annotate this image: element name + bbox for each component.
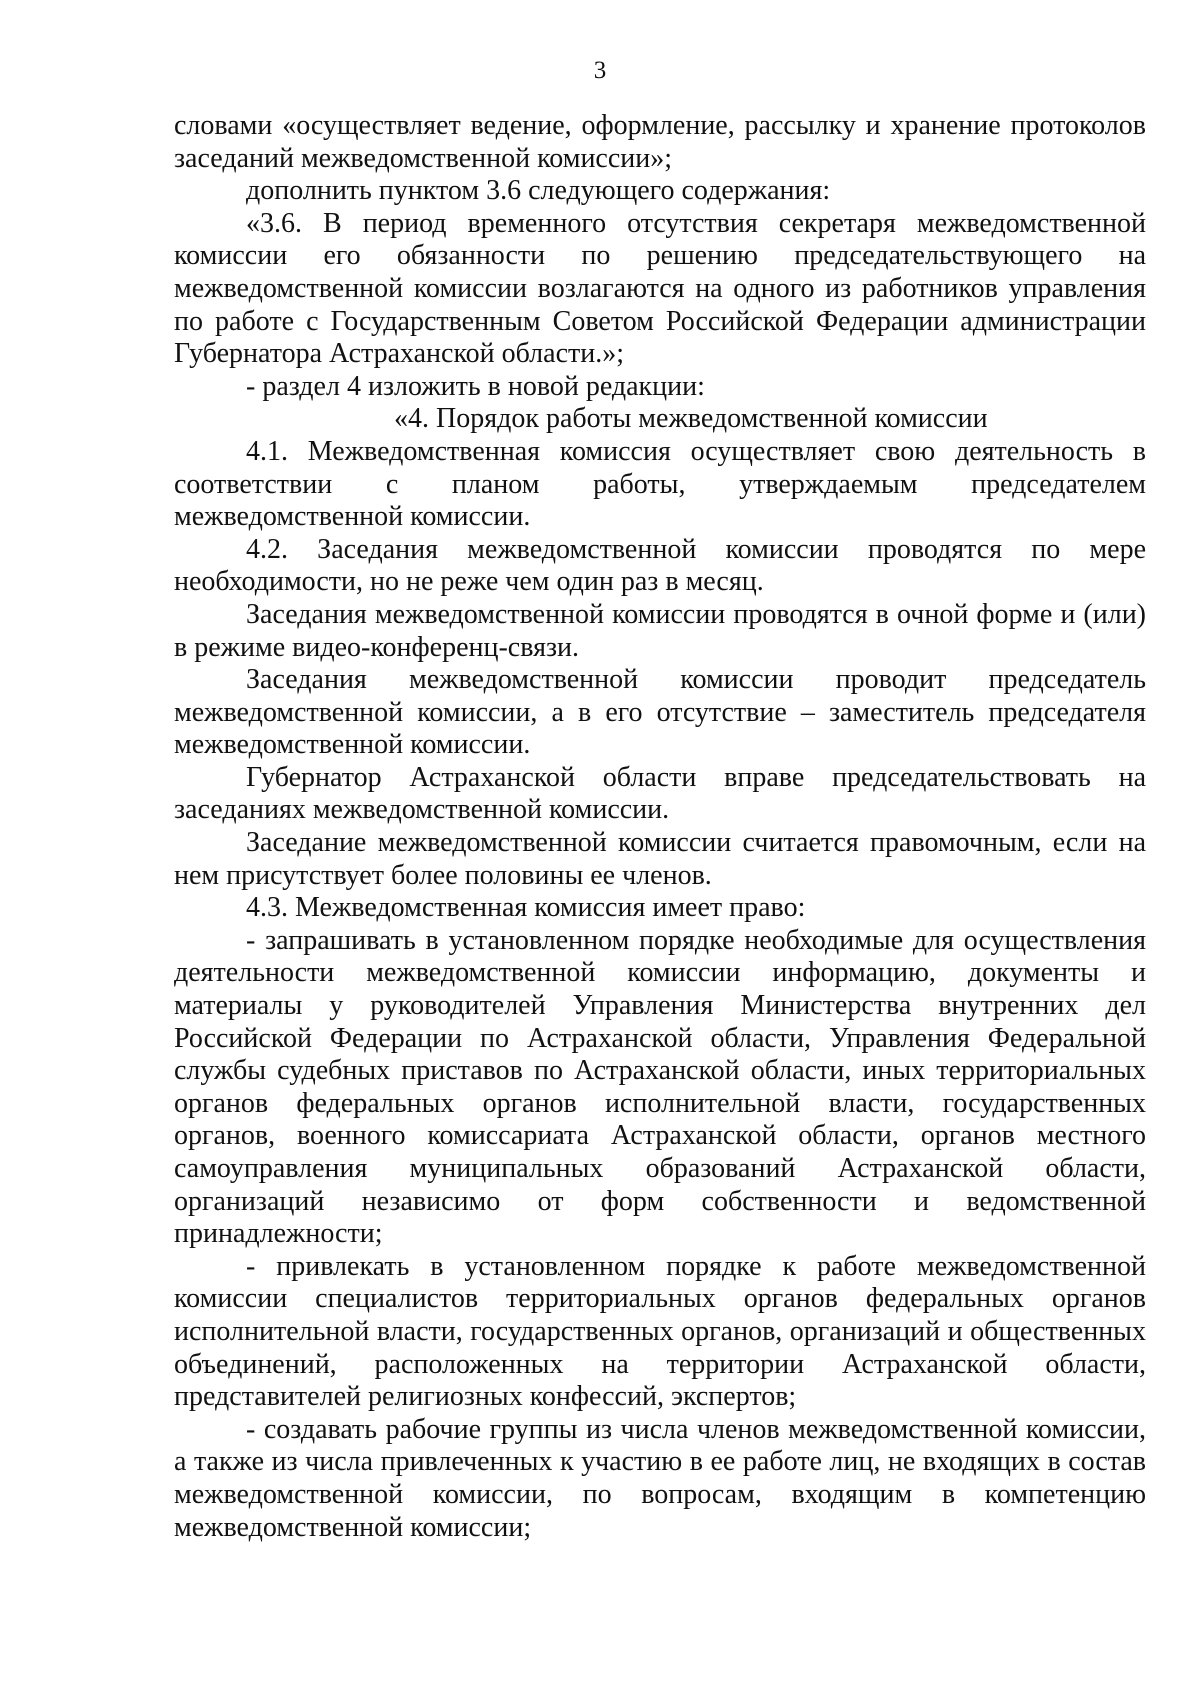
list-item: - запрашивать в установленном порядке необходимые для осуществления деятельности межведомственной комиссии информацию, документы и материалы у руководителей Управления Министерства внутренних дел Российской Федерации по Астраханской области, Управления Федеральной службы судебных приставов по Астраханской области, иных территориальных органов федеральных органов исполнительной власти, государственных органов, военного комиссариата Астраханской области, органов местного самоуправления муниципальных образований Астраханской области, организаций независимо от форм собственности и ведомственной принадлежности; [174,924,1146,1250]
paragraph: Заседание межведомственной комиссии считается правомочным, если на нем присутствует более половины ее членов. [174,827,1146,891]
paragraph: Заседания межведомственной комиссии проводит председатель межведомственной комиссии, а в его отсутствие – заместитель председателя межведомственной комиссии. [174,664,1146,761]
list-item: - привлекать в установленном порядке к работе межведомственной комиссии специалистов территориальных органов федеральных органов исполнительной власти, государственных органов, организаций и общественных объединений, расположенных на территории Астраханской области, представителей религиозных конфессий, экспертов; [174,1250,1146,1413]
paragraph: «3.6. В период временного отсутствия секретаря межведомственной комиссии его обязанности по решению председательствующего на межведомственной комиссии возлагаются на одного из работников управления по работе с Государственным Советом Российской Федерации администрации Губернатора Астраханской области.»; [174,207,1146,370]
paragraph: 4.2. Заседания межведомственной комиссии проводятся по мере необходимости, но не реже чем один раз в месяц. [174,533,1146,598]
paragraph: - раздел 4 изложить в новой редакции: [246,370,705,402]
paragraph: 4.1. Межведомственная комиссия осуществляет свою деятельность в соответствии с планом работы, утверждаемым председателем межведомственной комиссии. [174,435,1146,533]
paragraph: Заседания межведомственной комиссии проводятся в очной форме и (или) в режиме видео-конференц-связи. [174,598,1146,663]
document-body [174,110,1146,1544]
paragraph: словами «осуществляет ведение, оформление, рассылку и хранение протоколов заседаний межведомственной комиссии»; [174,110,1146,174]
section-heading: «4. Порядок работы межведомственной комиссии [394,403,988,435]
paragraph: 4.3. Межведомственная комиссия имеет право: [246,892,806,924]
list-item: - создавать рабочие группы из числа членов межведомственной комиссии, а также из числа привлеченных к участию в ее работе лиц, не входящих в состав межведомственной комиссии, по вопросам, входящим в компетенцию межведомственной комиссии; [174,1413,1146,1543]
paragraph: Губернатор Астраханской области вправе председательствовать на заседаниях межведомственной комиссии. [174,761,1146,826]
page-number: 3 [593,57,607,84]
paragraph: дополнить пунктом 3.6 следующего содержания: [246,175,831,207]
